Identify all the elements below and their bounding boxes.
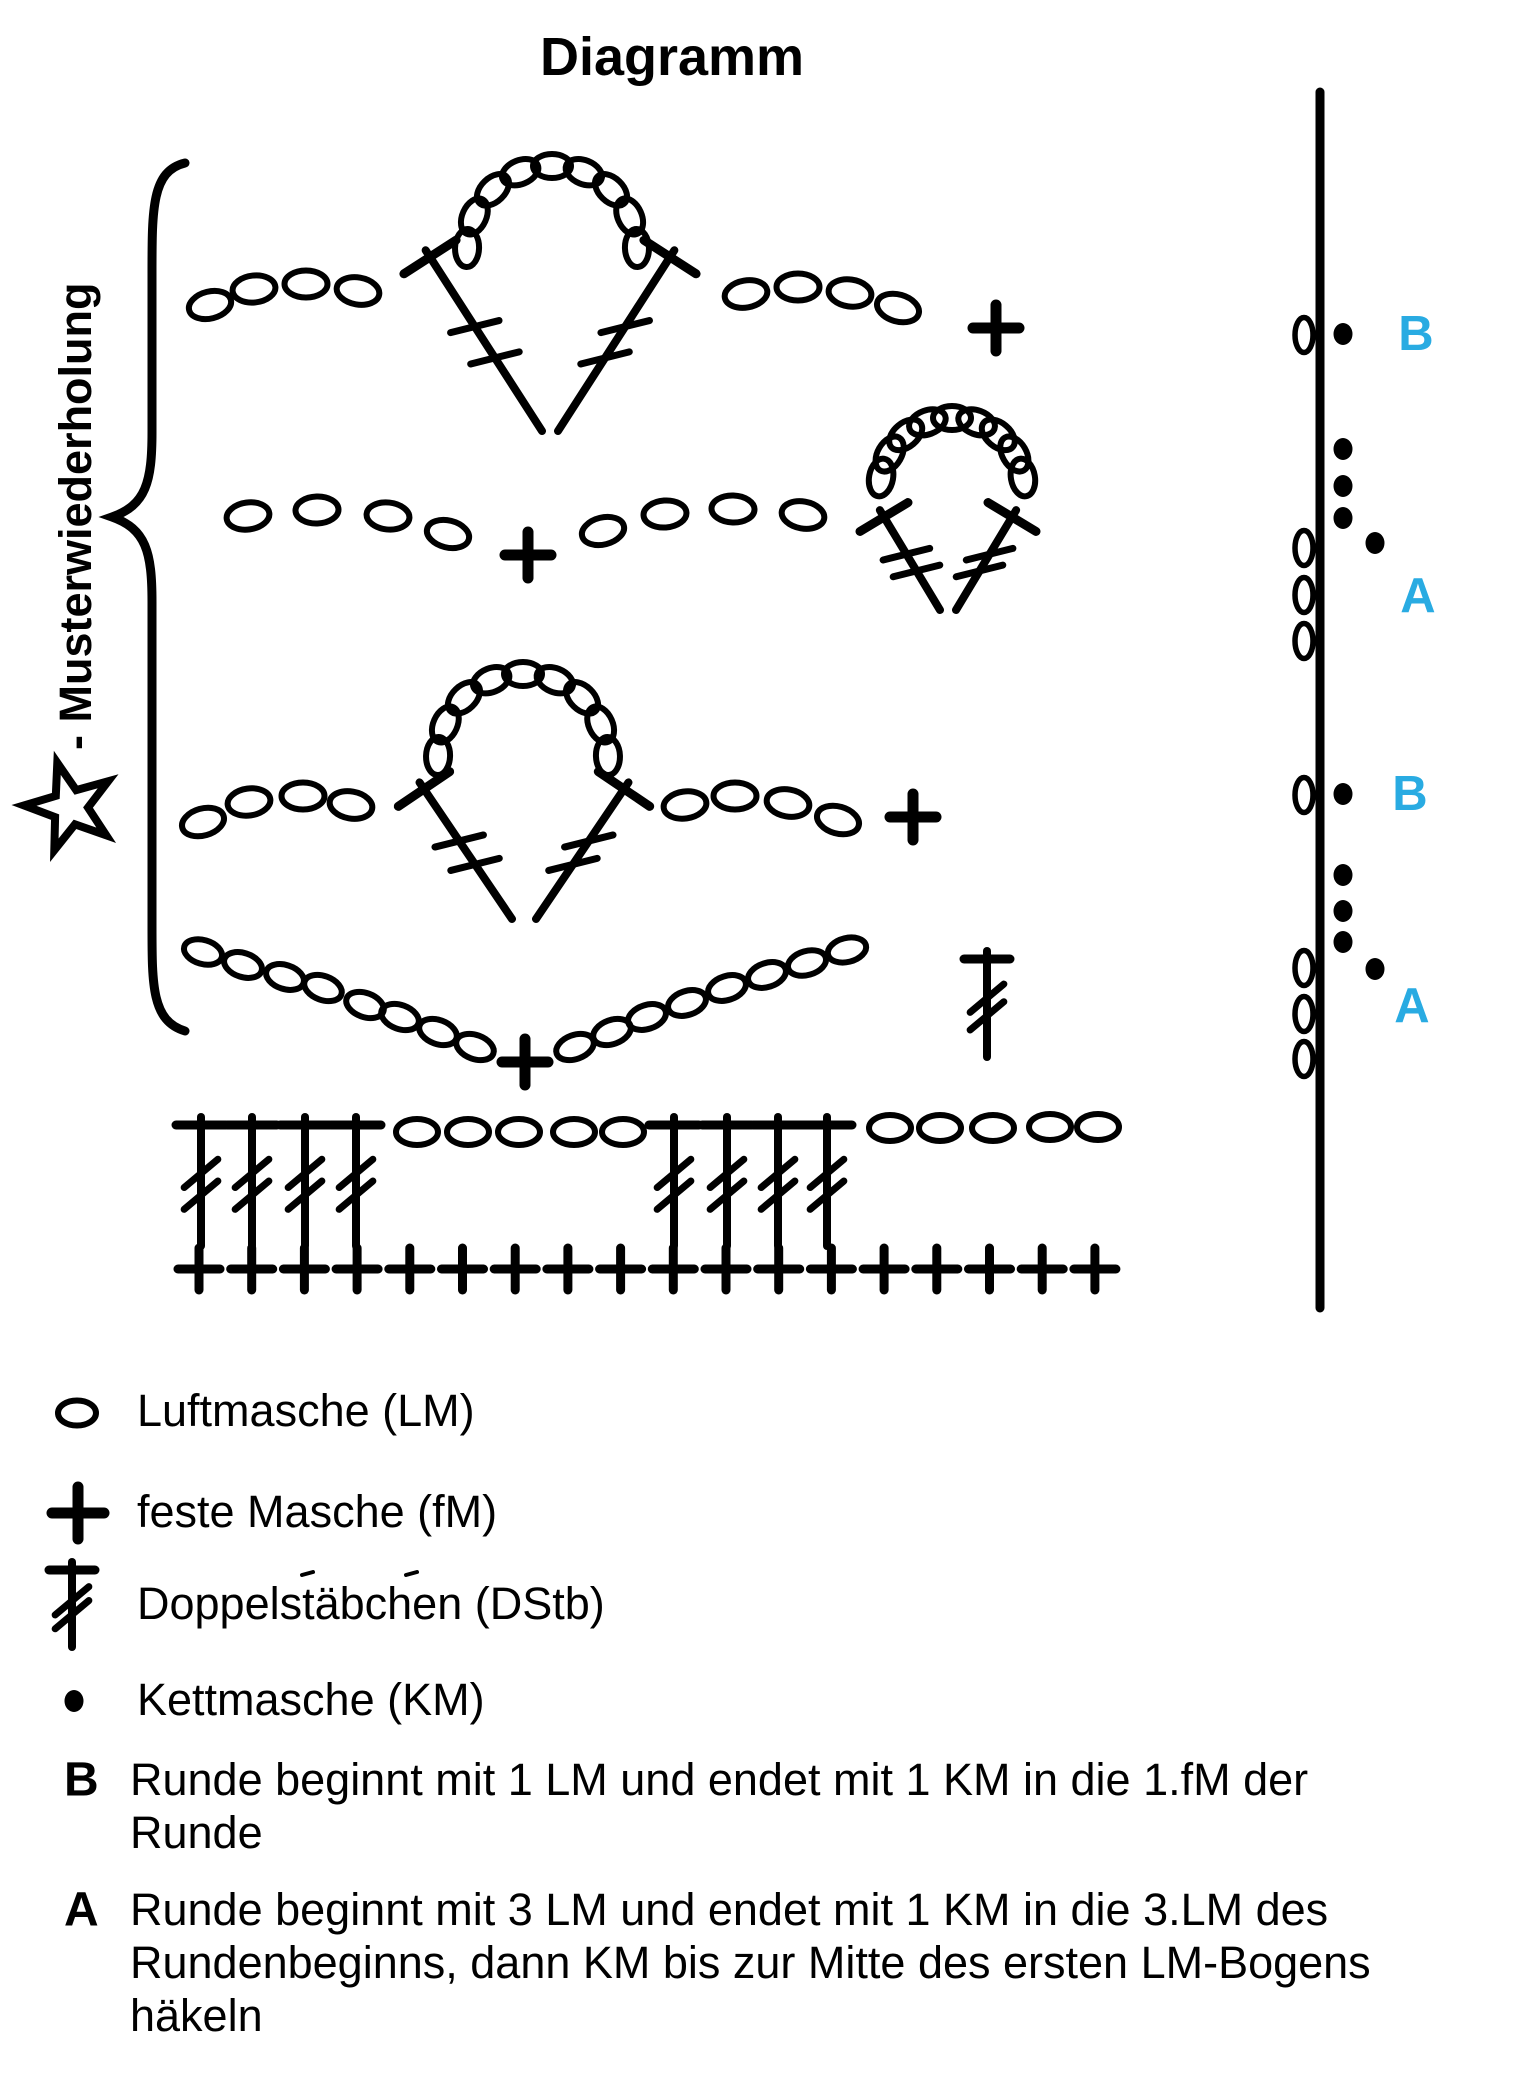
slip-stitch-symbol — [1334, 931, 1353, 953]
chain-stitch-symbol — [764, 786, 811, 820]
chain-stitch-symbol — [994, 432, 1034, 477]
legend-label-slip-stitch: Kettmasche (KM) — [137, 1674, 485, 1725]
note-line: Runde beginnt mit 1 LM und endet mit 1 KM in die 1.fM der — [130, 1754, 1309, 1805]
chain-stitch-symbol — [745, 958, 790, 993]
slip-stitch-symbol — [1366, 532, 1385, 554]
chain-stitch-symbol — [327, 788, 374, 822]
repeat-brace — [112, 163, 185, 1031]
chain-stitch-symbol — [263, 960, 308, 995]
chain-stitch-symbol — [785, 946, 829, 980]
chain-stitch-symbol — [711, 495, 755, 523]
chain-stitch-symbol — [295, 496, 339, 524]
legend-label-double-treble: Doppelstäbchen (DStb) — [137, 1578, 605, 1629]
chain-stitch-symbol — [471, 168, 515, 212]
chain-stitch-symbol — [814, 801, 863, 839]
note-line: Rundenbeginns, dann KM bis zur Mitte des ersten LM-Bogens — [130, 1937, 1371, 1988]
chain-stitch-symbol — [1008, 457, 1038, 499]
double-treble-symbol — [558, 250, 674, 431]
chain-stitch-symbol — [779, 498, 826, 532]
round-marker-a: A — [1394, 979, 1430, 1033]
chain-stitch-symbol — [972, 1115, 1014, 1141]
chain-stitch-symbol — [186, 287, 234, 324]
chain-stitch-symbol — [221, 948, 266, 983]
turning-chain-symbol — [1295, 1042, 1313, 1077]
chain-stitch-symbol — [447, 1119, 489, 1145]
chain-stitch-symbol — [365, 500, 411, 531]
legend-slip-stitch-icon — [65, 1690, 84, 1712]
chain-stitch-symbol — [301, 970, 346, 1006]
note-key-a: A — [64, 1883, 99, 1937]
chain-stitch-symbol — [179, 803, 228, 841]
slip-stitch-symbol — [1334, 783, 1353, 805]
chain-stitch-symbol — [589, 168, 633, 212]
pattern-repeat-label: - Musterwiederholung — [50, 282, 101, 750]
slip-stitch-symbol — [1334, 438, 1353, 460]
chain-stitch-symbol — [560, 676, 604, 720]
slip-stitch-symbol — [1334, 507, 1353, 529]
chain-stitch-symbol — [705, 971, 750, 1006]
chain-stitch-symbol — [825, 934, 869, 967]
turning-chain-symbol — [1295, 778, 1313, 813]
round-marker-b: B — [1392, 767, 1428, 821]
chain-stitch-symbol — [396, 1119, 438, 1145]
turning-chain-symbol — [1295, 997, 1313, 1032]
note-line: Runde beginnt mit 3 LM und endet mit 1 KM in die 3.LM des — [130, 1884, 1329, 1935]
chain-stitch-symbol — [625, 1000, 670, 1035]
slip-stitch-symbol — [1366, 958, 1385, 980]
chain-stitch-symbol — [226, 786, 272, 819]
page-title: Diagramm — [539, 27, 805, 87]
turning-chain-symbol — [1295, 531, 1313, 566]
chain-stitch-symbol — [874, 289, 923, 327]
chain-stitch-symbol — [1029, 1114, 1071, 1140]
legend-chain-stitch-icon — [58, 1401, 96, 1426]
slip-stitch-symbol — [1334, 475, 1353, 497]
chain-stitch-symbol — [498, 1119, 540, 1145]
turning-chain-symbol — [1295, 318, 1313, 353]
chain-stitch-symbol — [453, 1029, 498, 1065]
chain-stitch-symbol — [456, 194, 493, 238]
stray-mark — [406, 1572, 417, 1575]
note-line: Runde — [130, 1807, 263, 1858]
round-marker-b: B — [1398, 307, 1434, 361]
chain-stitch-symbol — [442, 676, 486, 720]
chain-stitch-symbol — [714, 783, 757, 810]
chain-stitch-symbol — [285, 271, 328, 298]
slip-stitch-symbol — [1334, 900, 1353, 922]
slip-stitch-symbol — [1334, 864, 1353, 886]
chain-stitch-symbol — [643, 499, 688, 529]
double-treble-symbol — [420, 782, 512, 919]
pattern-repeat-star-icon — [24, 763, 108, 850]
chain-stitch-symbol — [777, 274, 820, 301]
chain-stitch-symbol — [919, 1115, 961, 1141]
chain-stitch-symbol — [665, 986, 710, 1021]
chain-stitch-symbol — [231, 273, 277, 304]
legend-label-single-crochet: feste Masche (fM) — [137, 1486, 498, 1537]
turning-chain-symbol — [1295, 578, 1313, 613]
chain-stitch-symbol — [282, 783, 325, 810]
chain-stitch-symbol — [553, 1119, 595, 1145]
chain-stitch-symbol — [1077, 1114, 1119, 1140]
slip-stitch-symbol — [1334, 323, 1353, 345]
turning-chain-symbol — [1295, 624, 1313, 659]
chain-stitch-symbol — [427, 702, 464, 746]
chain-stitch-symbol — [869, 1115, 911, 1141]
stray-mark — [302, 1572, 313, 1575]
chain-stitch-symbol — [662, 789, 708, 822]
chain-stitch-symbol — [378, 999, 423, 1035]
chain-stitch-symbol — [225, 500, 271, 533]
chain-stitch-symbol — [181, 935, 225, 969]
double-treble-symbol — [536, 782, 628, 919]
turning-chain-symbol — [1295, 951, 1313, 986]
note-key-b: B — [64, 1753, 99, 1807]
chain-stitch-symbol — [602, 1119, 644, 1145]
chain-stitch-symbol — [334, 274, 381, 308]
round-marker-a: A — [1400, 569, 1436, 623]
note-line: häkeln — [130, 1990, 263, 2041]
chain-stitch-symbol — [827, 277, 873, 310]
chain-stitch-symbol — [866, 457, 896, 499]
double-treble-symbol — [426, 250, 542, 431]
chain-stitch-symbol — [579, 513, 627, 550]
chain-stitch-symbol — [424, 516, 472, 553]
chain-stitch-symbol — [722, 277, 769, 311]
legend-label-chain: Luftmasche (LM) — [137, 1385, 475, 1436]
